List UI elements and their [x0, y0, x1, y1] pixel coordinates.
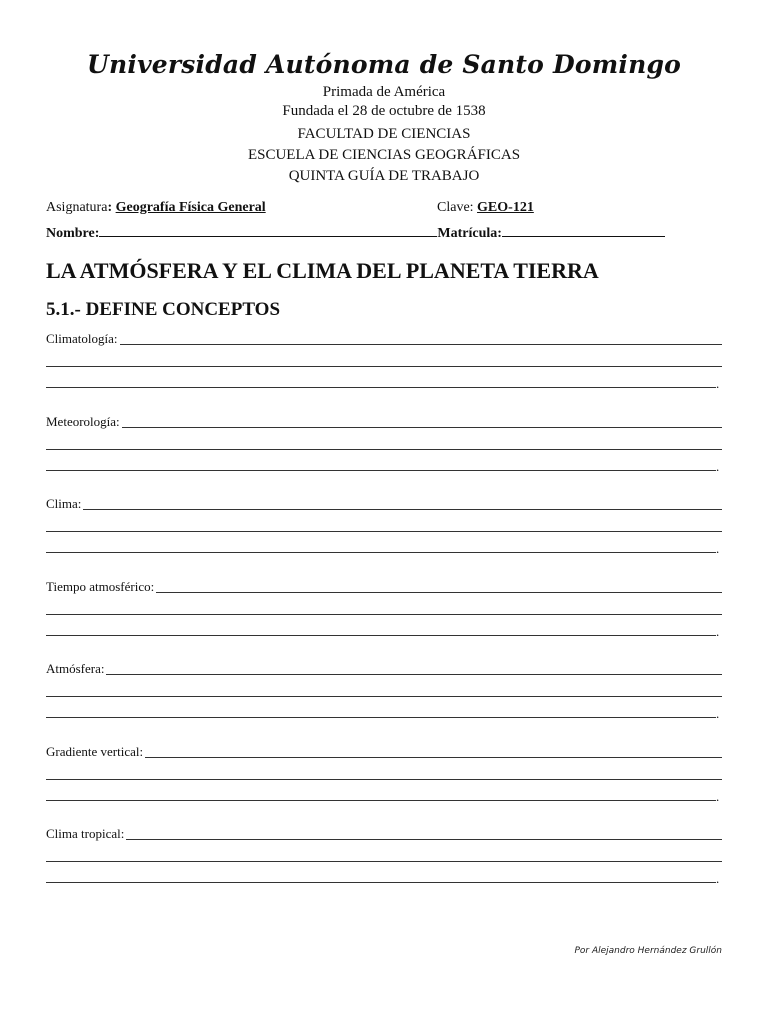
concept-block	[46, 579, 722, 639]
concept-label: Atmósfera:	[46, 661, 105, 676]
concept-block	[46, 414, 722, 474]
line-end-period: .	[716, 789, 720, 804]
founding-date: Fundada el 28 de octubre de 1538	[282, 103, 486, 119]
answer-line[interactable]	[46, 696, 722, 697]
answer-line[interactable]	[46, 800, 716, 801]
name-matricula-line	[46, 223, 665, 242]
answer-line[interactable]	[46, 717, 716, 718]
concept-row	[46, 828, 722, 840]
subject-separator: :	[107, 200, 116, 215]
answer-line[interactable]	[46, 635, 716, 636]
matricula-field[interactable]	[502, 223, 665, 237]
university-name: Universidad Autónoma de Santo Domingo	[87, 50, 681, 79]
page-title: LA ATMÓSFERA Y EL CLIMA DEL PLANETA TIERRA	[46, 258, 599, 283]
answer-line[interactable]	[46, 779, 722, 780]
guide-title: QUINTA GUÍA DE TRABAJO	[288, 168, 480, 184]
faculty-name: FACULTAD DE CIENCIAS	[297, 126, 471, 142]
answer-line[interactable]	[46, 861, 722, 862]
school-name: ESCUELA DE CIENCIAS GEOGRÁFICAS	[247, 147, 521, 163]
concept-label: Clima:	[46, 496, 82, 511]
answer-line[interactable]	[46, 470, 716, 471]
concept-label: Tiempo atmosférico:	[46, 579, 155, 594]
matricula-label: Matrícula:	[437, 226, 502, 241]
line-end-period: .	[716, 706, 720, 721]
line-end-period: .	[716, 624, 720, 639]
concept-row	[46, 333, 722, 345]
concept-block	[46, 496, 722, 556]
answer-line[interactable]	[46, 552, 716, 553]
line-end-period: .	[716, 871, 720, 886]
answer-line[interactable]	[126, 830, 722, 840]
concept-row	[46, 581, 722, 593]
name-label: Nombre:	[46, 226, 100, 241]
answer-line[interactable]	[120, 335, 723, 345]
code-line	[437, 200, 534, 216]
answer-line[interactable]	[46, 387, 716, 388]
code-value: GEO-121	[477, 200, 534, 215]
concept-block	[46, 826, 722, 886]
answer-line[interactable]	[156, 583, 722, 593]
answer-line[interactable]	[145, 748, 722, 758]
concept-block	[46, 331, 722, 391]
concept-row	[46, 746, 722, 758]
concept-row	[46, 663, 722, 675]
line-end-period: .	[716, 541, 720, 556]
subject-line	[46, 200, 266, 216]
author-credit: Por Alejandro Hernández Grullón	[574, 946, 722, 956]
line-end-period: .	[716, 376, 720, 391]
answer-line[interactable]	[122, 418, 722, 428]
line-end-period: .	[716, 459, 720, 474]
answer-line[interactable]	[46, 366, 722, 367]
name-field[interactable]	[99, 223, 437, 237]
concept-label: Climatología:	[46, 331, 118, 346]
concept-block	[46, 661, 722, 721]
subject-label: Asignatura	[46, 200, 108, 215]
concept-block	[46, 744, 722, 804]
answer-line[interactable]	[83, 500, 722, 510]
university-motto: Primada de América	[322, 84, 446, 100]
code-label: Clave:	[437, 200, 478, 215]
section-heading: 5.1.- DEFINE CONCEPTOS	[46, 299, 281, 320]
answer-line[interactable]	[46, 449, 722, 450]
concept-row	[46, 416, 722, 428]
concept-row	[46, 498, 722, 510]
subject-value: Geografía Física General	[115, 200, 266, 215]
answer-line[interactable]	[46, 531, 722, 532]
concept-label: Clima tropical:	[46, 826, 125, 841]
answer-line[interactable]	[106, 665, 722, 675]
answer-line[interactable]	[46, 614, 722, 615]
answer-line[interactable]	[46, 882, 716, 883]
concept-label: Meteorología:	[46, 414, 120, 429]
concept-label: Gradiente vertical:	[46, 744, 144, 759]
